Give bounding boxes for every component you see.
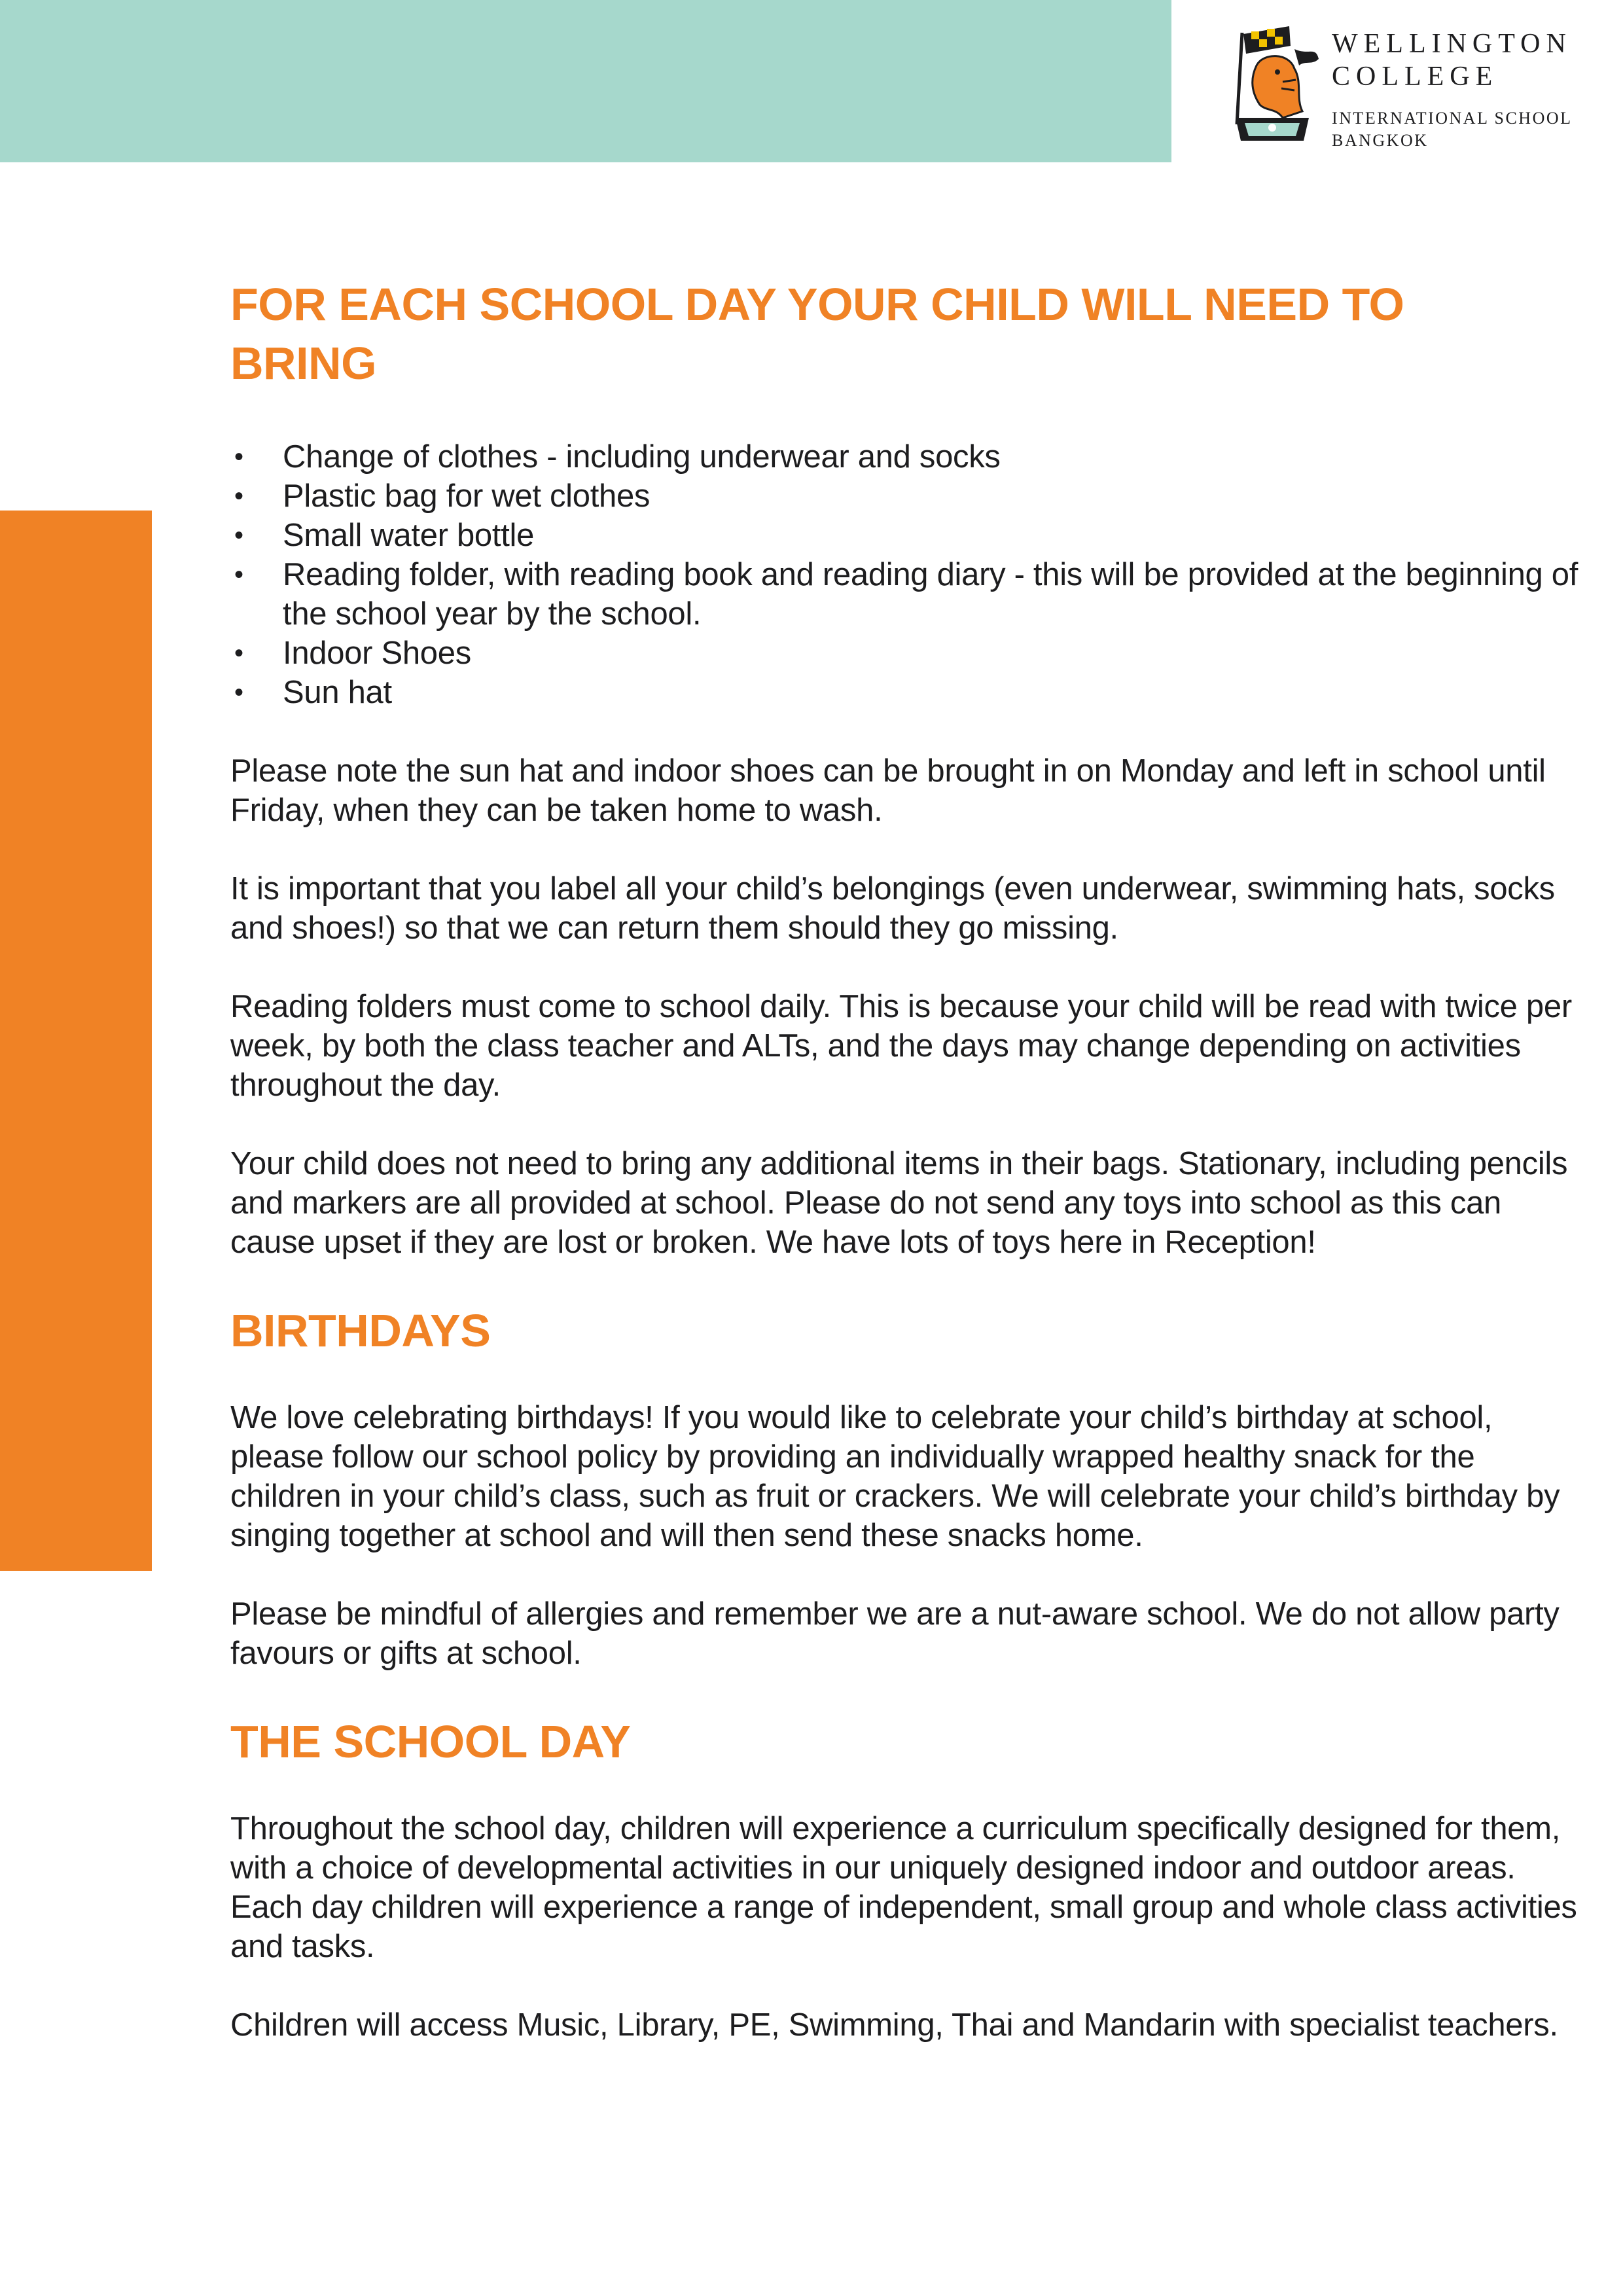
paragraph: It is important that you label all your child’s belongings (even underwear, swimming hats, socks and shoes!) so that we can return them should they go missing. bbox=[230, 871, 1555, 946]
list-item-text: Sun hat bbox=[283, 675, 392, 710]
paragraph: Your child does not need to bring any additional items in their bags. Stationary, including pencils and markers are all provided at school. Please do not send any toys into school as this can cause upset if they are lost or broken. We have lots of toys here in Reception! bbox=[230, 1146, 1568, 1260]
crest-icon bbox=[1217, 20, 1322, 151]
logo-subtitle-line2: BANGKOK bbox=[1332, 131, 1429, 150]
list-item bbox=[230, 516, 1592, 555]
logo-wordmark-line1: WELLINGTON bbox=[1332, 29, 1572, 59]
header-band bbox=[0, 0, 1171, 162]
section-heading-birthdays: BIRTHDAYS bbox=[230, 1305, 491, 1356]
list-item bbox=[230, 476, 1592, 516]
school-logo bbox=[1217, 20, 1597, 157]
list-item-text: Reading folder, with reading book and reading diary - this will be provided at the beginning of the school year by the school. bbox=[283, 557, 1578, 632]
bullet-icon: • bbox=[234, 442, 243, 471]
paragraph: Throughout the school day, children will experience a curriculum specifically designed for them, with a choice of developmental activities in our uniquely designed indoor and outdoor areas. Each day children will experience a range of independent, small group and whole class activities and tasks. bbox=[230, 1811, 1577, 1964]
bring-list bbox=[230, 437, 1592, 712]
list-item-text: Indoor Shoes bbox=[283, 636, 471, 671]
section-heading-school-day: THE SCHOOL DAY bbox=[230, 1716, 631, 1767]
logo-wordmark-line2: COLLEGE bbox=[1332, 62, 1499, 92]
section-heading-bring: FOR EACH SCHOOL DAY YOUR CHILD WILL NEED TO BRING bbox=[230, 279, 1404, 389]
paragraph: Please note the sun hat and indoor shoes can be brought in on Monday and left in school until Friday, when they can be taken home to wash. bbox=[230, 753, 1546, 828]
paragraph: Reading folders must come to school daily. This is because your child will be read with twice per week, by both the class teacher and ALTs, and the days may change depending on activities throughout the day. bbox=[230, 989, 1572, 1103]
list-item-text: Small water bottle bbox=[283, 518, 535, 553]
bullet-icon: • bbox=[234, 521, 243, 550]
list-item bbox=[230, 555, 1578, 634]
bullet-icon: • bbox=[234, 560, 243, 589]
side-accent-bar bbox=[0, 511, 152, 1571]
bullet-icon: • bbox=[234, 482, 243, 511]
list-item-text: Plastic bag for wet clothes bbox=[283, 478, 651, 514]
list-item bbox=[230, 673, 1592, 712]
bullet-icon: • bbox=[234, 678, 243, 707]
list-item bbox=[230, 437, 1592, 476]
paragraph: Please be mindful of allergies and remember we are a nut-aware school. We do not allow party favours or gifts at school. bbox=[230, 1596, 1560, 1671]
list-item-text: Change of clothes - including underwear and socks bbox=[283, 439, 1001, 475]
document-body bbox=[230, 275, 1592, 2045]
list-item bbox=[230, 634, 1592, 673]
paragraph: Children will access Music, Library, PE, Swimming, Thai and Mandarin with specialist teachers. bbox=[230, 2007, 1558, 2043]
logo-subtitle-line1: INTERNATIONAL SCHOOL bbox=[1332, 109, 1573, 128]
paragraph: We love celebrating birthdays! If you would like to celebrate your child’s birthday at school, please follow our school policy by providing an individually wrapped healthy snack for the children in your child’s class, such as fruit or crackers. We will celebrate your child’s birthday by singing together at school and will then send these snacks home. bbox=[230, 1400, 1560, 1553]
bullet-icon: • bbox=[234, 639, 243, 668]
